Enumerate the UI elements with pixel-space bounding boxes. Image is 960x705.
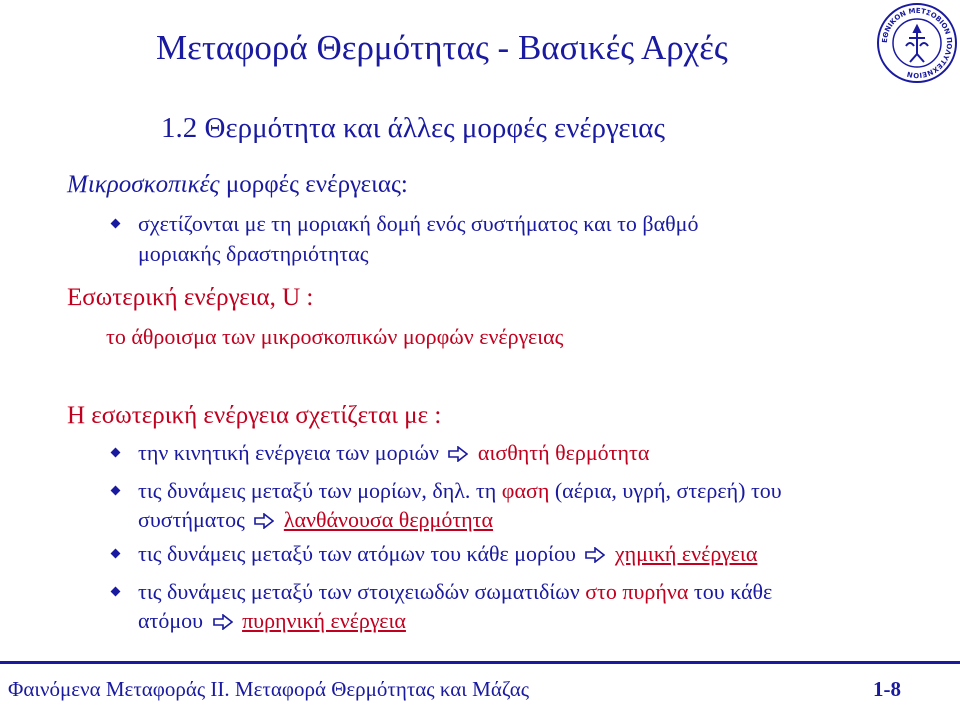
nuclear-energy-text: πυρηνική ενέργεια xyxy=(242,608,406,633)
bullet-diamond xyxy=(111,448,121,458)
kinetic-text: την κινητική ενέργεια των μοριών xyxy=(138,440,439,465)
arrow-right-icon xyxy=(585,547,605,563)
arrow-right-icon xyxy=(213,614,233,630)
sensible-heat-text: αισθητή θερμότητα xyxy=(477,440,650,465)
micro-bullet-line1: σχετίζονται με τη μοριακή δομή ενός συστήματος και το βαθμό xyxy=(138,211,699,236)
bullet-diamond xyxy=(111,486,121,496)
nucleus-word: στο πυρήνα xyxy=(585,579,689,604)
particle-text-a: τις δυνάμεις μεταξύ των στοιχειωδών σωματιδίων xyxy=(138,579,586,604)
micro-bullet-line2: μοριακής δραστηριότητας xyxy=(138,241,369,266)
micro-heading xyxy=(67,171,408,199)
page-title: Μεταφορά Θερμότητας - Βασικές Αρχές xyxy=(156,28,728,67)
relation-bullet-2-line1 xyxy=(138,478,782,504)
section-subtitle: 1.2 Θερμότητα και άλλες μορφές ενέργειας xyxy=(161,112,665,144)
arrow-right-icon xyxy=(448,446,468,462)
relation-bullet-4-line1 xyxy=(138,579,772,605)
footer-divider xyxy=(0,661,960,664)
micro-heading-rest: μορφές ενέργειας: xyxy=(219,171,408,198)
relation-bullet-4-line2 xyxy=(138,608,406,634)
seal-text: ΕΘΝΙΚΟΝ ΜΕΤΣΟΒΙΟΝ ΠΟΛΥΤΕΧΝΕΙΟΝ xyxy=(880,6,954,80)
phase-text-b: (αέρια, υγρή, στερεή) του xyxy=(549,478,782,503)
footer-page-number: 1-8 xyxy=(873,677,901,701)
relation-bullet-2-line2 xyxy=(138,507,493,533)
chemical-energy-text: χημική ενέργεια xyxy=(614,541,758,566)
internal-energy-heading: Εσωτερική ενέργεια, U : xyxy=(67,284,314,311)
bullet-diamond xyxy=(111,219,121,229)
footer-course-title: Φαινόμενα Μεταφοράς ΙΙ. Μεταφορά Θερμότητας και Μάζας xyxy=(8,677,530,701)
system-word: συστήματος xyxy=(138,507,245,532)
bullet-diamond xyxy=(111,587,121,597)
bullet-diamond xyxy=(111,549,121,559)
phase-text-a: τις δυνάμεις μεταξύ των μορίων, δηλ. τη xyxy=(138,478,502,503)
relation-bullet-3 xyxy=(138,541,757,567)
relation-heading: Η εσωτερική ενέργεια σχετίζεται με : xyxy=(67,402,442,429)
relation-bullet-1 xyxy=(138,440,649,466)
atomic-forces-text: τις δυνάμεις μεταξύ των ατόμων του κάθε μορίου xyxy=(138,541,576,566)
atom-word: ατόμου xyxy=(138,608,204,633)
internal-energy-definition: το άθροισμα των μικροσκοπικών μορφών ενέργειας xyxy=(106,324,564,349)
phase-word: φαση xyxy=(501,478,550,503)
latent-heat-text: λανθάνουσα θερμότητα xyxy=(283,507,494,532)
particle-text-b: του κάθε xyxy=(688,579,773,604)
micro-heading-italic: Μικροσκοπικές xyxy=(67,171,220,198)
university-seal-icon xyxy=(876,2,958,84)
arrow-right-icon xyxy=(254,513,274,529)
